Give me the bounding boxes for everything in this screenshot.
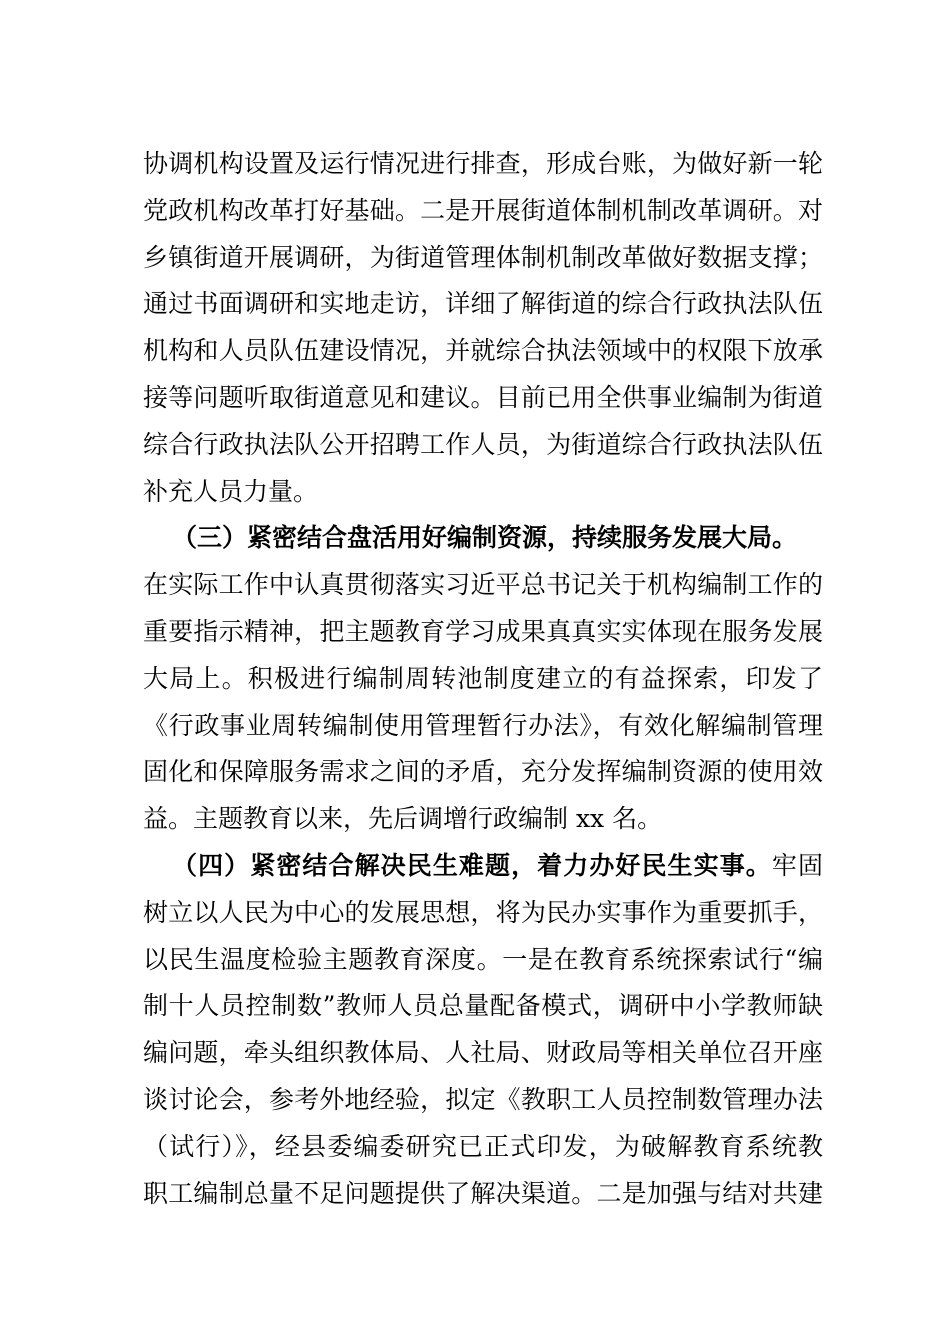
text-line: 《行政事业周转编制使用管理暂行办法》，有效化解编制管理	[143, 710, 823, 740]
text-line: 谈讨论会，参考外地经验，拟定《教职工人员控制数管理办法	[143, 1084, 823, 1114]
text-line: 树立以人民为中心的发展思想，将为民办实事作为重要抓手，	[143, 897, 823, 927]
text-line: 大局上。积极进行编制周转池制度建立的有益探索，印发了	[143, 663, 823, 693]
text-line: 固化和保障服务需求之间的矛盾，充分发挥编制资源的使用效	[143, 757, 823, 787]
section-heading-3: （三）紧密结合盘活用好编制资源，持续服务发展大局。	[172, 523, 798, 553]
text-line: 党政机构改革打好基础。二是开展街道体制机制改革调研。对	[143, 195, 823, 225]
text-line: 协调机构设置及运行情况进行排查，形成台账，为做好新一轮	[143, 149, 823, 178]
text-line: 以民生温度检验主题教育深度。一是在教育系统探索试行“编	[143, 944, 823, 974]
paragraph-first-line	[143, 843, 823, 890]
text-fragment: 牢固	[771, 850, 823, 880]
body-text	[143, 141, 823, 1217]
text-line: 通过书面调研和实地走访，详细了解街道的综合行政执法队伍	[143, 289, 823, 319]
section-heading-4: （四）紧密结合解决民生难题，着力办好民生实事。	[172, 850, 772, 880]
text-line: 编问题，牵头组织教体局、人社局、财政局等相关单位召开座	[143, 1038, 823, 1068]
text-line: 重要指示精神，把主题教育学习成果真真实实体现在服务发展	[143, 616, 823, 646]
text-line: 机构和人员队伍建设情况，并就综合执法领域中的权限下放承	[143, 336, 823, 366]
text-line: 在实际工作中认真贯彻落实习近平总书记关于机构编制工作的	[143, 570, 823, 600]
text-line: 补充人员力量。	[143, 476, 319, 506]
text-line: 制十人员控制数”教师人员总量配备模式，调研中小学教师缺	[143, 991, 823, 1021]
text-line: 乡镇街道开展调研，为街道管理体制机制改革做好数据支撑；	[143, 242, 823, 272]
text-line: 职工编制总量不足问题提供了解决渠道。二是加强与结对共建	[143, 1178, 823, 1208]
text-line: 益。主题教育以来，先后调增行政编制 xx 名。	[143, 804, 663, 834]
text-line: 综合行政执法队公开招聘工作人员，为街道综合行政执法队伍	[143, 429, 823, 459]
text-line: 接等问题听取街道意见和建议。目前已用全供事业编制为街道	[143, 382, 823, 412]
text-line: （试行）》，经县委编委研究已正式印发，为破解教育系统教	[143, 1131, 823, 1161]
